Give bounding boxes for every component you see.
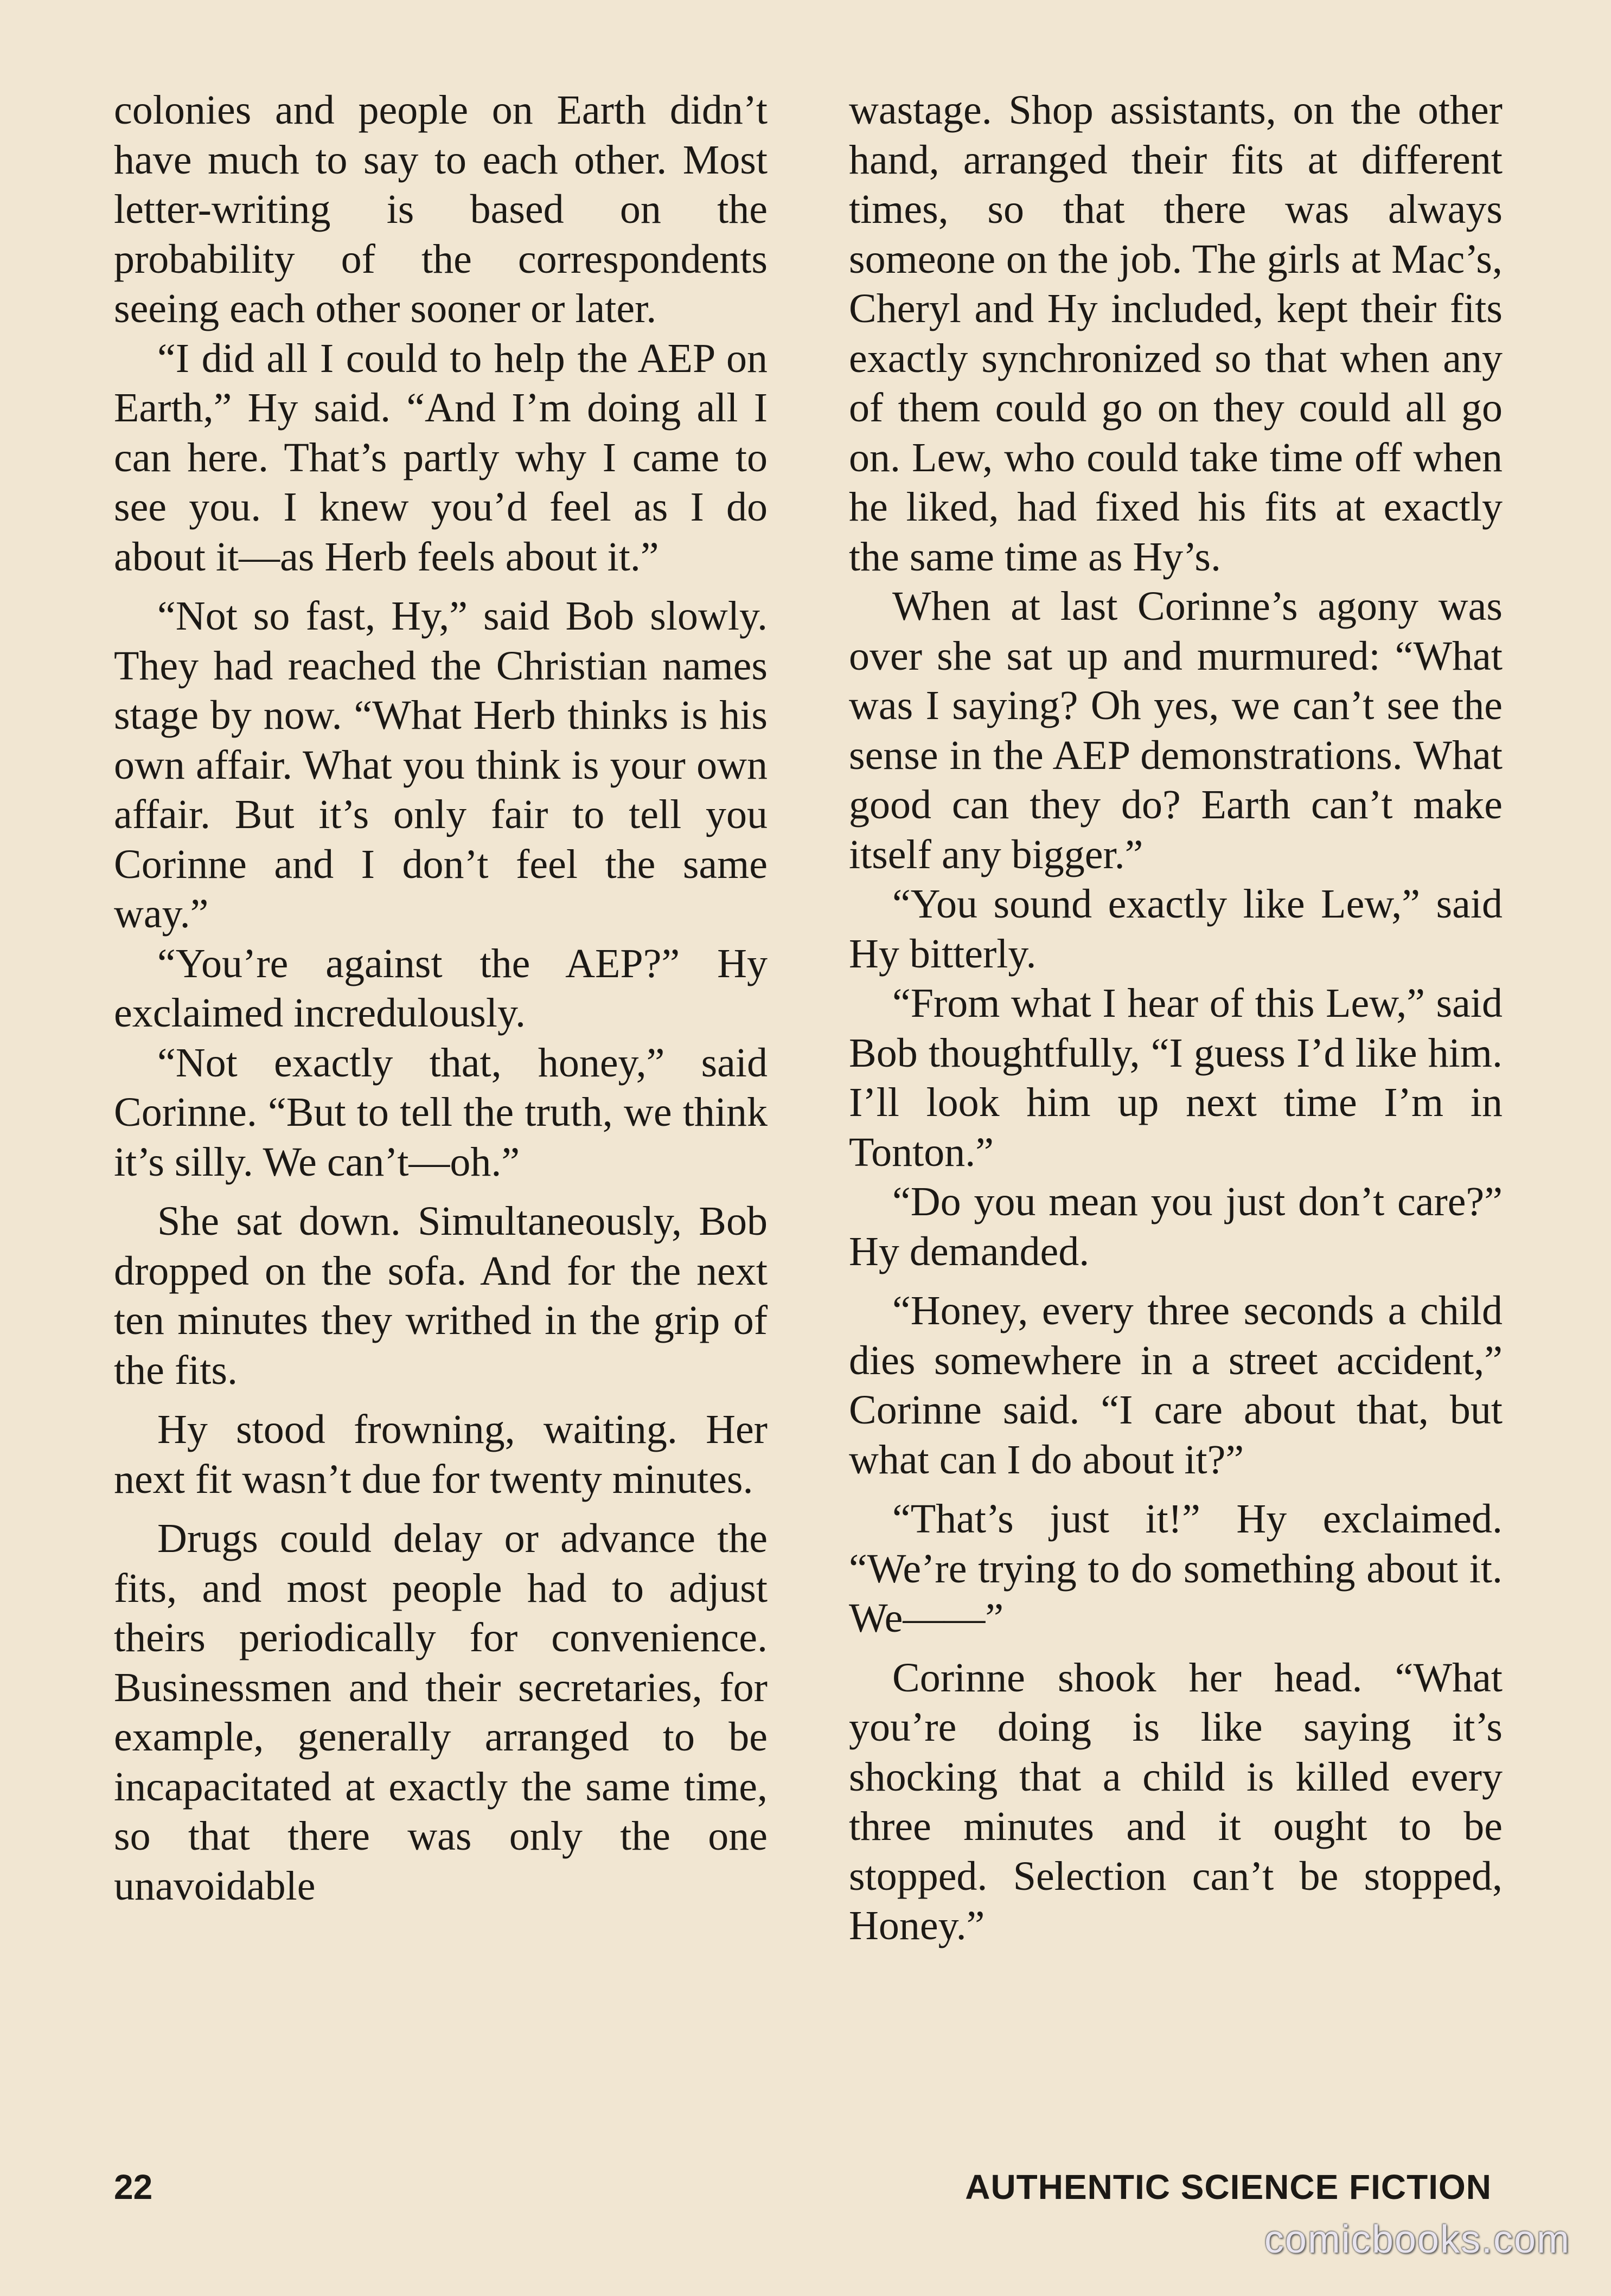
- paragraph: “Not exactly that, honey,” said Corinne. “But to tell the truth, we think it’s silly. We can’t—oh.”: [114, 1040, 768, 1185]
- paragraph: “That’s just it!” Hy exclaimed. “We’re trying to do something about it. We——”: [849, 1496, 1503, 1641]
- paragraph: Corinne shook her head. “What you’re doing is like saying it’s shocking that a child is killed every three minutes and it ought to be stopped. Selection can’t be stopped, Honey.”: [849, 1654, 1503, 1948]
- paragraph: “Honey, every three seconds a child dies somewhere in a street accident,” Corinne said. “I care about that, but what can I do about it?”: [849, 1288, 1503, 1483]
- left-column: [114, 86, 768, 1911]
- paragraph: “From what I hear of this Lew,” said Bob thoughtfully, “I guess I’d like him. I’ll look him up next time I’m in Tonton.”: [849, 980, 1503, 1175]
- paragraph: wastage. Shop assistants, on the other hand, arranged their fits at different times, so that there was always someone on the job. The girls at Mac’s, Cheryl and Hy included, kept their fits exactly synchronized so that when any of them could go on they could all go on. Lew, who could take time off when he liked, had fixed his fits at exactly the same time as Hy’s.: [849, 87, 1503, 580]
- paragraph: colonies and people on Earth didn’t have much to say to each other. Most letter-writing is based on the probability of the correspondents seeing each other sooner or later.: [114, 87, 768, 331]
- paragraph: When at last Corinne’s agony was over she sat up and murmured: “What was I saying? Oh yes, we can’t see the sense in the AEP demonstrations. What good can they do? Earth can’t make itself any bigger.”: [849, 583, 1503, 877]
- running-footer: AUTHENTIC SCIENCE FICTION: [965, 2167, 1492, 2207]
- paragraph: “I did all I could to help the AEP on Earth,” Hy said. “And I’m doing all I can here. That’s partly why I came to see you. I knew you’d feel as I do about it—as Herb feels about it.”: [114, 335, 768, 580]
- paragraph: She sat down. Simultaneously, Bob dropped on the sofa. And for the next ten minutes they writhed in the grip of the fits.: [114, 1198, 768, 1393]
- watermark: comicbooks.com: [1264, 2218, 1570, 2261]
- paragraph: “Do you mean you just don’t care?” Hy demanded.: [849, 1179, 1503, 1274]
- paragraph: Hy stood frowning, waiting. Her next fit wasn’t due for twenty minutes.: [114, 1407, 768, 1502]
- page-number: 22: [114, 2167, 153, 2207]
- paragraph: Drugs could delay or advance the fits, and most people had to adjust theirs periodically for convenience. Businessmen and their secretaries, for example, generally arranged to be incapacitated at exactly the same time, so that there was only the one unavoidable: [114, 1516, 768, 1909]
- paragraph: “You’re against the AEP?” Hy exclaimed incredulously.: [114, 940, 768, 1036]
- paragraph: “You sound exactly like Lew,” said Hy bitterly.: [849, 881, 1503, 977]
- right-column: [849, 86, 1503, 1951]
- paragraph: “Not so fast, Hy,” said Bob slowly. They had reached the Christian names stage by now. “What Herb thinks is his own affair. What you think is your own affair. But it’s only fair to tell you Corinne and I don’t feel the same way.”: [114, 593, 768, 937]
